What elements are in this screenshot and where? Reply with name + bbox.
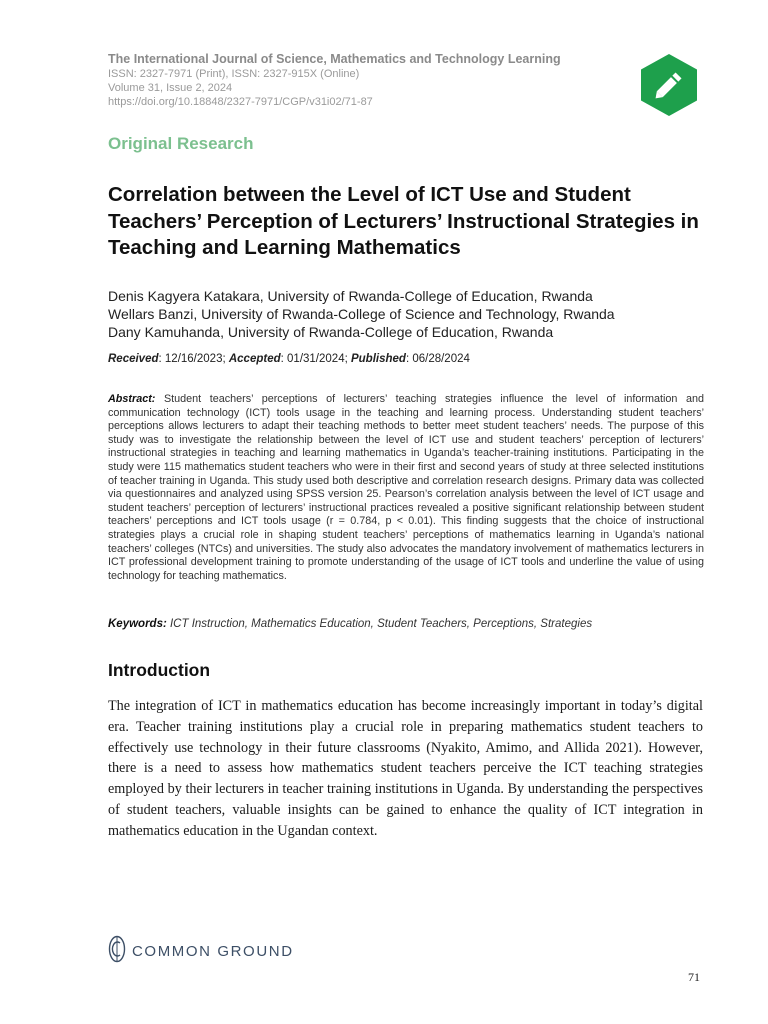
volume-issue: Volume 31, Issue 2, 2024 [108, 82, 233, 94]
received-date: : 12/16/2023; [158, 353, 229, 365]
abstract-text: Student teachers’ perceptions of lecturers’ teaching strategies influence the level of information and communication technology (ICT) tools usage in the teaching and learning process. Understanding student teachers’ perceptions allows lecturers to adapt their teaching methods to better meet student teachers’ needs. The purpose of this study was to investigate the relationship between the level of ICT use and student teachers’ perception of lecturers’ instructional strategies in teaching and learning mathematics in Uganda’s teacher-training institutions. Participating in the study were 115 mathematics student teachers who were in their first and second years of study at three selected institutions of teacher training in Uganda. This study used both descriptive and correlation research designs. Primary data was collected via questionnaires and analyzed using SPSS version 25. Pearson’s correlation analysis between the level of ICT usage and student teachers’ perception of lecturers’ instructional practices revealed a positive significant relationship between student teachers’ perceptions and ICT tools usage (r = 0.784, p < 0.01). This finding suggests that the choice of instructional strategies plays a crucial role in shaping student teachers’ perceptions of mathematics learning in Uganda’s national teachers’ colleges (NTCs) and universities. The study also advocates the mandatory involvement of mathematics lecturers in ICT professional development training to promote understanding of the usage of ICT tools and underline the value of using technology for teaching mathematics. [108, 393, 704, 582]
keywords-label: Keywords: [108, 618, 167, 630]
issn: ISSN: 2327-7971 (Print), ISSN: 2327-915X (Online) [108, 68, 360, 80]
abstract-label: Abstract: [108, 393, 156, 405]
accepted-date: : 01/31/2024; [280, 353, 351, 365]
publisher-logo [108, 937, 294, 965]
published-date: : 06/28/2024 [405, 353, 470, 365]
author-line: Dany Kamuhanda, University of Rwanda-College of Education, Rwanda [108, 324, 554, 340]
author-list [108, 287, 615, 341]
common-ground-logo-icon [108, 935, 126, 968]
section-label: Original Research [108, 134, 254, 153]
doi-link[interactable]: https://doi.org/10.18848/2327-7971/CGP/v31i02/71-87 [108, 96, 373, 108]
introduction-paragraph: The integration of ICT in mathematics education has become increasingly important in today’s digital era. Teacher training institutions play a crucial role in preparing mathematics student teachers to effectively use technology in their future classrooms (Nyakito, Amimo, and Allida 2021). However, there is a need to assess how mathematics student teachers perceive the ICT teaching strategies employed by their lecturers in teacher training institutions in Uganda. By understanding the perspectives of student teachers, valuable insights can be gained to enhance the quality of ICT integration in mathematics education in the Ugandan context. [108, 698, 703, 839]
keywords-text: ICT Instruction, Mathematics Education, Student Teachers, Perceptions, Strategies [166, 618, 593, 630]
keywords [108, 618, 592, 630]
introduction-heading: Introduction [108, 660, 211, 680]
journal-name: The International Journal of Science, Mathematics and Technology Learning [108, 52, 561, 66]
author-line: Wellars Banzi, University of Rwanda-College of Science and Technology, Rwanda [108, 306, 615, 322]
logo-text: COMMON GROUND [132, 942, 294, 960]
publication-dates [108, 353, 470, 365]
received-label: Received [108, 353, 159, 365]
article-title: Correlation between the Level of ICT Use and Student Teachers’ Perception of Lecturers’ Instructional Strategies in Teaching and Learning Mathematics [108, 183, 699, 259]
abstract [108, 393, 704, 583]
author-line: Denis Kagyera Katakara, University of Rwanda-College of Education, Rwanda [108, 288, 593, 304]
accepted-label: Accepted [228, 353, 281, 365]
pencil-icon [638, 52, 700, 118]
published-label: Published [350, 353, 406, 365]
page-number: 71 [688, 970, 700, 984]
